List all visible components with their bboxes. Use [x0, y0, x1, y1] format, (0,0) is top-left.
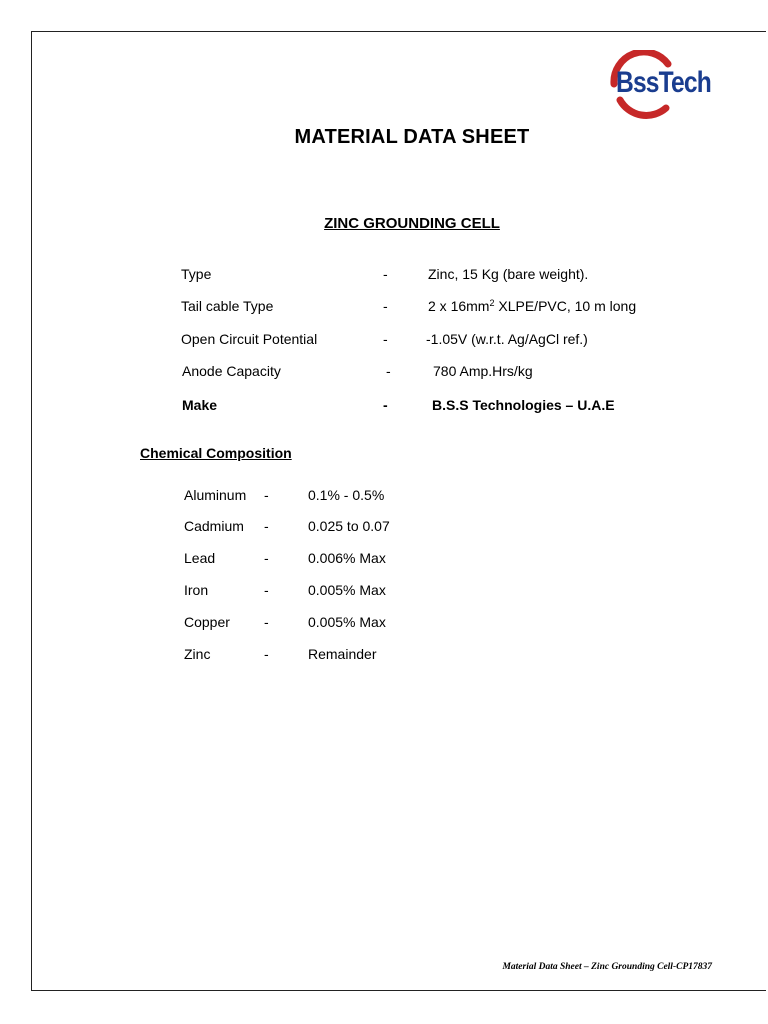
chem-row-iron [0, 582, 768, 602]
chem-value: 0.025 to 0.07 [308, 518, 390, 534]
spec-dash: - [383, 266, 388, 282]
chem-element: Aluminum [184, 487, 247, 503]
chem-dash: - [264, 518, 269, 534]
spec-row-make [0, 397, 768, 417]
page-footer: Material Data Sheet – Zinc Grounding Cell-CP17837 [502, 962, 712, 972]
spec-value [428, 298, 636, 314]
spec-dash: - [386, 363, 391, 379]
spec-label: Tail cable Type [181, 298, 274, 314]
spec-value: -1.05V (w.r.t. Ag/AgCl ref.) [426, 331, 588, 347]
spec-value: Zinc, 15 Kg (bare weight). [428, 266, 589, 282]
page-border [31, 31, 766, 991]
spec-row-anode-capacity [0, 363, 768, 383]
spec-value: B.S.S Technologies – U.A.E [432, 397, 615, 413]
logo-text: BssTech [616, 66, 711, 99]
chem-element: Cadmium [184, 518, 244, 534]
spec-label: Open Circuit Potential [181, 331, 318, 347]
chem-value: 0.005% Max [308, 582, 386, 598]
product-title: ZINC GROUNDING CELL [324, 215, 500, 232]
chem-element: Zinc [184, 646, 211, 662]
chem-value: 0.005% Max [308, 614, 386, 630]
chem-row-cadmium [0, 518, 768, 538]
spec-label: Anode Capacity [182, 363, 281, 379]
spec-row-ocp [0, 331, 768, 351]
chem-element: Lead [184, 550, 216, 566]
spec-value-pre: 2 x 16mm [428, 298, 490, 314]
spec-value: 780 Amp.Hrs/kg [433, 363, 533, 379]
chem-value: 0.006% Max [308, 550, 386, 566]
spec-label: Make [182, 397, 218, 413]
chem-value: 0.1% - 0.5% [308, 487, 385, 503]
chem-element: Iron [184, 582, 209, 598]
spec-dash: - [383, 331, 388, 347]
chem-dash: - [264, 614, 269, 630]
chemical-composition-heading: Chemical Composition [140, 445, 292, 461]
spec-label: Type [181, 266, 212, 282]
spec-row-type [0, 266, 768, 286]
spec-value-post: XLPE/PVC, 10 m long [494, 298, 637, 314]
page-title: MATERIAL DATA SHEET [294, 126, 530, 148]
chem-value: Remainder [308, 646, 377, 662]
chem-row-aluminum [0, 487, 768, 507]
chem-row-lead [0, 550, 768, 570]
chem-row-copper [0, 614, 768, 634]
bsstech-logo [606, 50, 726, 122]
spec-dash: - [383, 298, 388, 314]
chem-dash: - [264, 582, 269, 598]
spec-value-sup: 2 [489, 298, 495, 308]
chem-dash: - [264, 550, 269, 566]
spec-dash: - [383, 397, 388, 413]
spec-row-tail-cable [0, 298, 768, 318]
chem-dash: - [264, 646, 269, 662]
chem-dash: - [264, 487, 269, 503]
chem-row-zinc [0, 646, 768, 666]
chem-element: Copper [184, 614, 230, 630]
